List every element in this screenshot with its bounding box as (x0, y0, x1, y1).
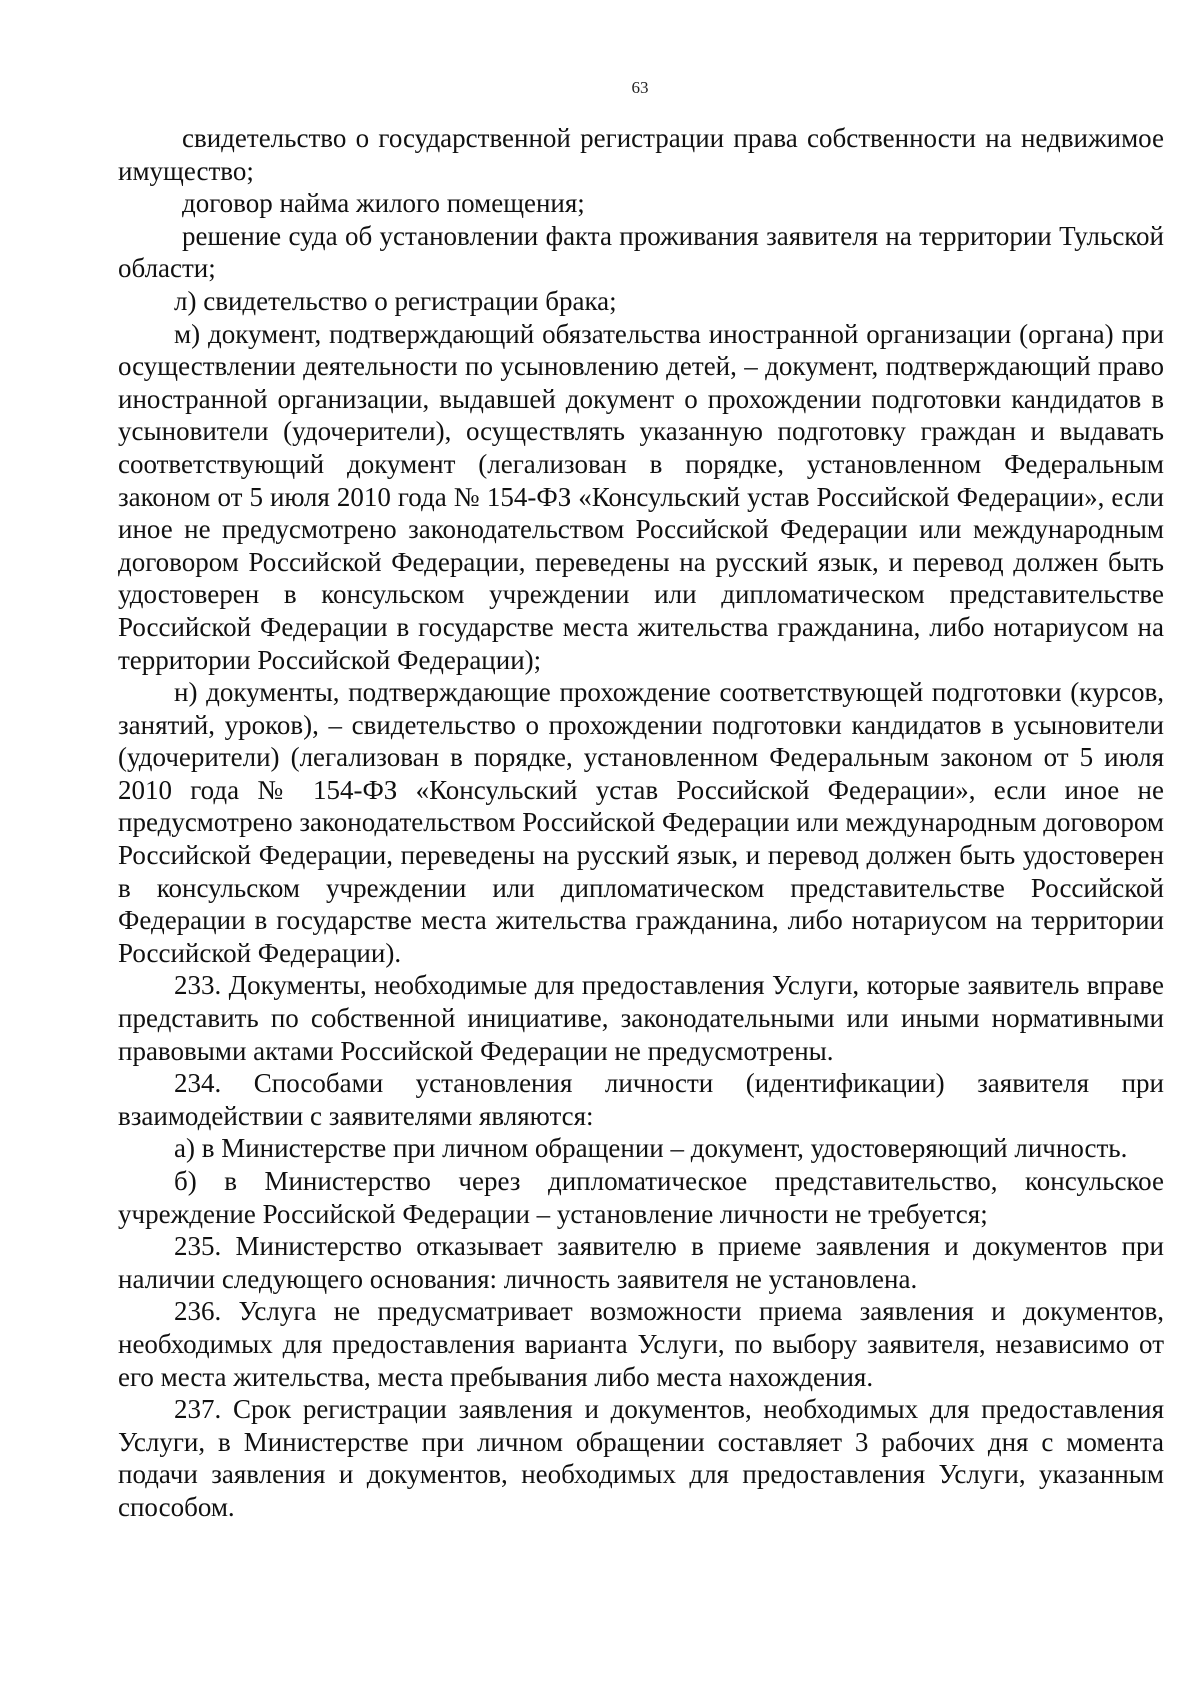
paragraph-item-m: м) документ, подтверждающий обязательства иностранной организации (органа) при осуществлении деятельности по усыновлению детей, – документ, подтверждающий право иностранной организации, выдавшей документ о прохождении подготовки кандидатов в усыновители (удочерители), осуществлять указанную подготовку граждан и выдавать соответствующий документ (легализован в порядке, установленном Федеральным законом от 5 июля 2010 года № 154-ФЗ «Консульский устав Российской Федерации», если иное не предусмотрено законодательством Российской Федерации или международным договором Российской Федерации, переведены на русский язык, и перевод должен быть удостоверен в консульском учреждении или дипломатическом представительстве Российской Федерации в государстве места жительства гражданина, либо нотариусом на территории Российской Федерации); (118, 318, 1164, 675)
paragraph-236: 236. Услуга не предусматривает возможности приема заявления и документов, необходимых для предоставления варианта Услуги, по выбору заявителя, независимо от его места жительства, места пребывания либо места нахождения. (118, 1296, 1164, 1392)
paragraph-item-n: н) документы, подтверждающие прохождение соответствующей подготовки (курсов, занятий, уроков), – свидетельство о прохождении подготовки кандидатов в усыновители (удочерители) (легализован в порядке, установленном Федеральным законом от 5 июля 2010 года № 154-ФЗ «Консульский устав Российской Федерации», если иное не предусмотрено законодательством Российской Федерации или международным договором Российской Федерации, переведены на русский язык, и перевод должен быть удостоверен в консульском учреждении или дипломатическом представительстве Российской Федерации в государстве места жительства гражданина, либо нотариусом на территории Российской Федерации). (118, 677, 1164, 968)
paragraph-233: 233. Документы, необходимые для предоставления Услуги, которые заявитель вправе представить по собственной инициативе, законодательными или иными нормативными правовыми актами Российской Федерации не предусмотрены. (118, 970, 1164, 1066)
paragraph-item-l: л) свидетельство о регистрации брака; (174, 285, 617, 316)
paragraph-court-decision: решение суда об установлении факта проживания заявителя на территории Тульской области; (118, 220, 1164, 284)
paragraph-237: 237. Срок регистрации заявления и документов, необходимых для предоставления Услуги, в Министерстве при личном обращении составляет 3 рабочих дня с момента подачи заявления и документов, необходимых для предоставления Услуги, указанным способом. (118, 1394, 1164, 1522)
page-number: 63 (631, 78, 649, 97)
paragraph-234-b: б) в Министерство через дипломатическое представительство, консульское учреждение Российской Федерации – установление личности не требуется; (118, 1166, 1164, 1229)
paragraph-ownership-certificate: свидетельство о государственной регистрации права собственности на недвижимое имущество; (118, 123, 1164, 186)
paragraph-235: 235. Министерство отказывает заявителю в приеме заявления и документов при наличии следующего основания: личность заявителя не установлена. (118, 1231, 1164, 1294)
paragraph-234-a: а) в Министерстве при личном обращении – документ, удостоверяющий личность. (174, 1133, 1128, 1164)
paragraph-tenancy-contract: договор найма жилого помещения; (182, 188, 585, 219)
paragraph-234: 234. Способами установления личности (идентификации) заявителя при взаимодействии с заявителями являются: (118, 1068, 1164, 1131)
document-body (118, 122, 1164, 1524)
